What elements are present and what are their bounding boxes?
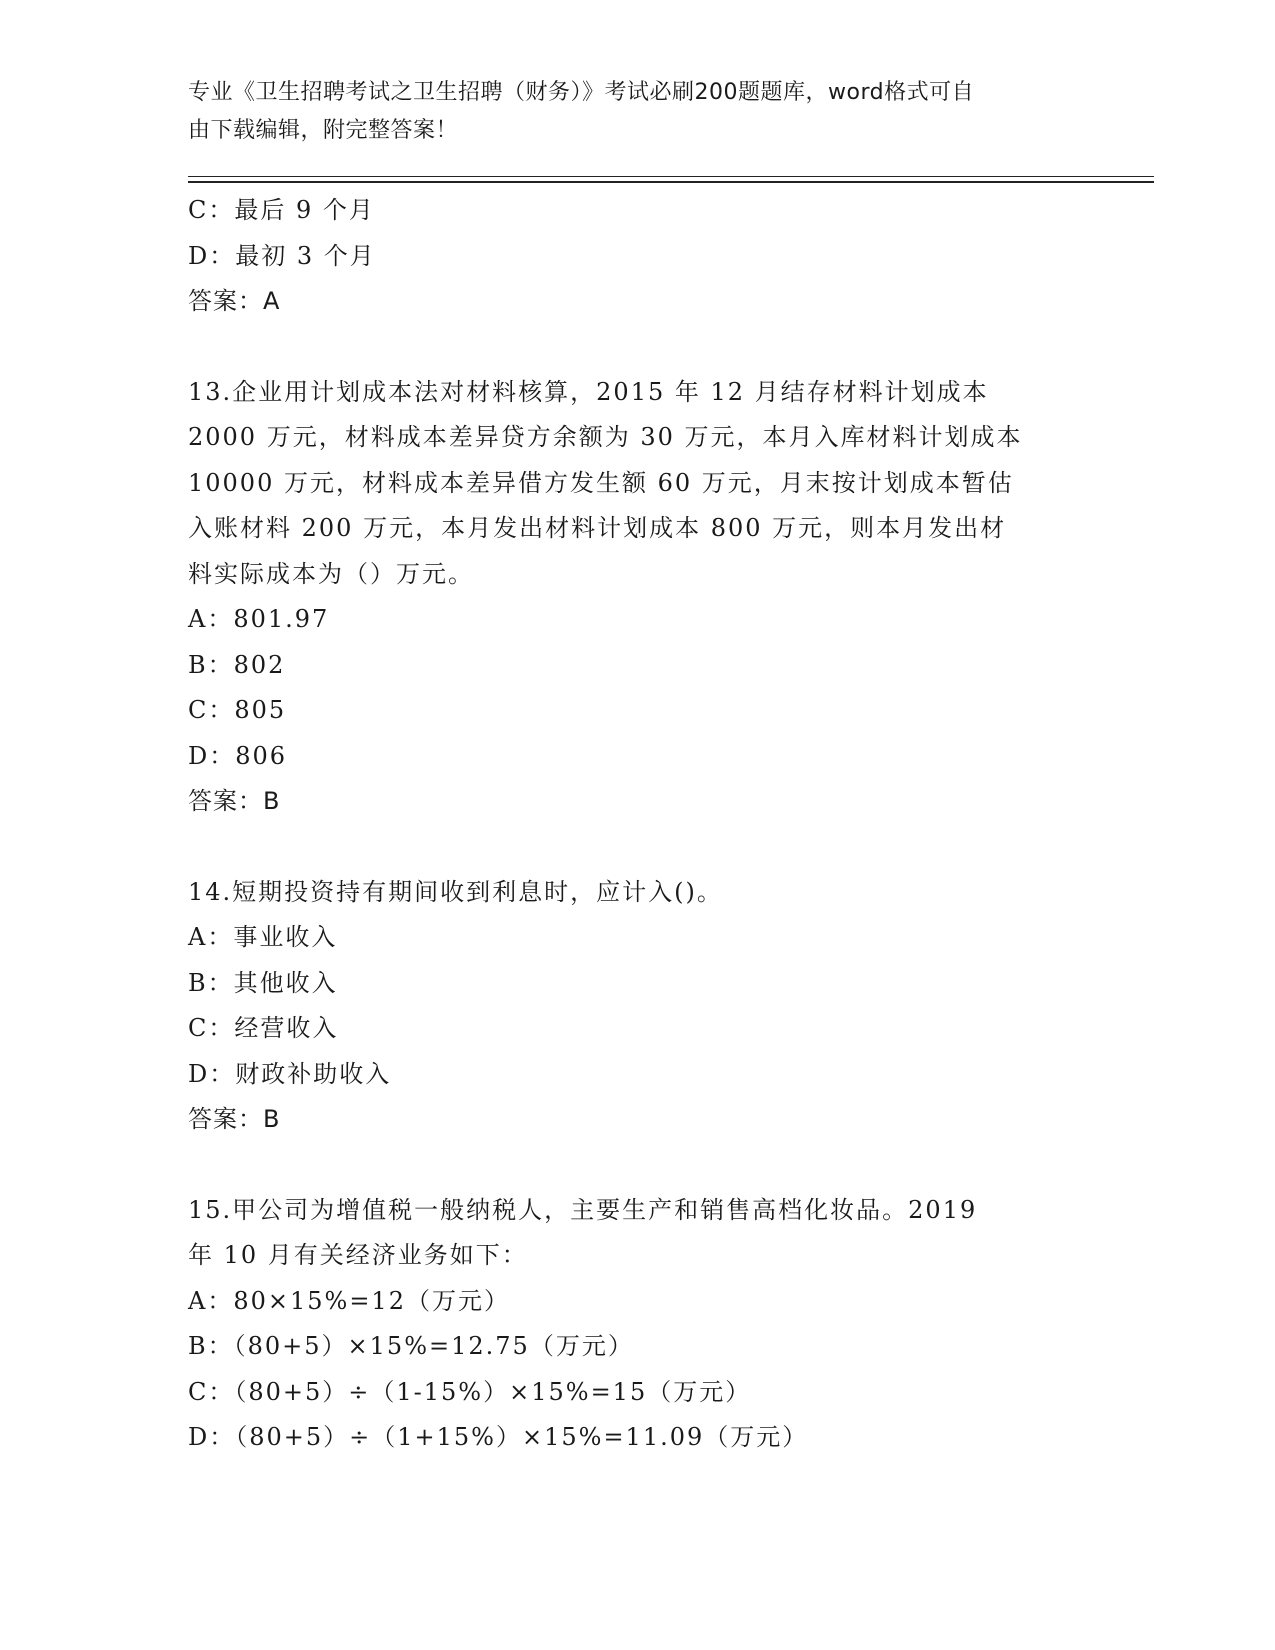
header-divider-thin — [188, 176, 1154, 177]
stem-line: 2000 万元，材料成本差异贷方余额为 30 万元，本月入库材料计划成本 — [188, 423, 1023, 451]
question-14 — [188, 870, 1088, 1143]
option-b: B：（80+5）×15%=12.75（万元） — [188, 1332, 634, 1360]
stem-line: 15.甲公司为增值税一般纳税人，主要生产和销售高档化妆品。2019 — [188, 1195, 978, 1224]
questions-body — [188, 188, 1088, 1461]
option-d: D：财政补助收入 — [188, 1059, 392, 1088]
header-line-2: 由下载编辑，附完整答案！ — [188, 118, 459, 143]
document-header — [188, 74, 1068, 150]
stem-line: 14.短期投资持有期间收到利息时，应计入()。 — [188, 877, 723, 906]
spacer — [188, 1143, 1088, 1188]
question-12-continuation — [188, 188, 1088, 325]
stem-line: 入账材料 200 万元，本月发出材料计划成本 800 万元，则本月发出材 — [188, 514, 1007, 542]
option-b: B：802 — [188, 650, 286, 679]
stem-line: 13.企业用计划成本法对材料核算，2015 年 12 月结存材料计划成本 — [188, 377, 989, 406]
answer-line: 答案：B — [188, 787, 281, 815]
spacer — [188, 325, 1088, 370]
option-a: A：80×15%=12（万元） — [188, 1286, 510, 1315]
option-b: B：其他收入 — [188, 968, 338, 997]
stem-line: 10000 万元，材料成本差异借方发生额 60 万元，月末按计划成本暂估 — [188, 468, 1014, 497]
header-divider-thick — [188, 181, 1154, 183]
header-line-1: 专业《卫生招聘考试之卫生招聘（财务）》考试必刷200题题库，word格式可自 — [188, 80, 975, 105]
option-d: D：（80+5）÷（1+15%）×15%=11.09（万元） — [188, 1423, 809, 1451]
answer-line: 答案：B — [188, 1105, 281, 1133]
option-d: D：最初 3 个月 — [188, 241, 376, 270]
stem-line: 年 10 月有关经济业务如下： — [188, 1241, 528, 1269]
question-15 — [188, 1188, 1088, 1461]
option-c: C：805 — [188, 696, 287, 724]
option-a: A：801.97 — [188, 605, 330, 633]
question-stem — [188, 870, 1088, 916]
option-c: C：经营收入 — [188, 1014, 339, 1042]
option-d: D：806 — [188, 741, 288, 770]
answer-line: 答案：A — [188, 287, 281, 315]
question-stem — [188, 1188, 1088, 1279]
option-a: A：事业收入 — [188, 923, 338, 951]
spacer — [188, 825, 1088, 870]
question-stem — [188, 370, 1088, 598]
question-13 — [188, 370, 1088, 825]
stem-line: 料实际成本为（）万元。 — [188, 559, 474, 588]
option-c: C：（80+5）÷（1-15%）×15%=15（万元） — [188, 1377, 752, 1406]
option-c: C：最后 9 个月 — [188, 196, 375, 224]
